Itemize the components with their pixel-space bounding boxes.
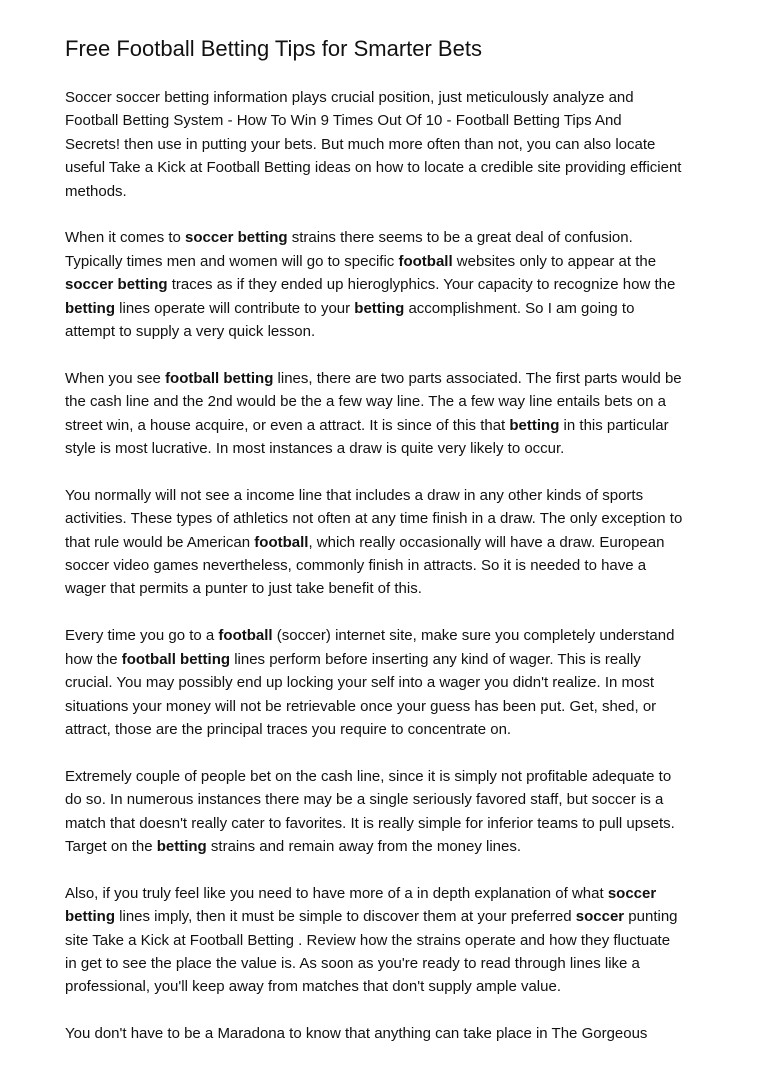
text-line	[65, 929, 715, 952]
document-page	[65, 34, 715, 1046]
text-line	[65, 695, 715, 718]
text-line	[65, 648, 715, 671]
text-run: lines imply, then it must be simple to discover them at your preferred	[115, 908, 576, 926]
bold-keyword: football	[254, 533, 309, 551]
text-run: Also, if you truly feel like you need to have more of a in depth explanation of what	[65, 884, 608, 902]
text-run: how the	[65, 650, 122, 668]
text-line	[65, 1022, 715, 1045]
page-title: Free Football Betting Tips for Smarter Bets	[65, 36, 482, 61]
text-run: attract, those are the principal traces you require to concentrate on.	[65, 720, 512, 738]
text-run: accomplishment. So I am going to	[404, 299, 635, 317]
text-run: in get to see the place the value is. As soon as you're ready to read through lines like a	[65, 954, 640, 972]
text-line	[65, 812, 715, 835]
bold-keyword: soccer	[575, 908, 625, 926]
text-run: traces as if they ended up hieroglyphics. Your capacity to recognize how the	[167, 276, 676, 294]
text-line	[65, 484, 715, 507]
text-run: wager that permits a punter to just take benefit of this.	[65, 580, 422, 598]
text-run: in this particular	[559, 416, 669, 434]
text-run: (soccer) internet site, make sure you completely understand	[272, 627, 675, 645]
text-run: punting	[624, 908, 678, 926]
text-line	[65, 250, 715, 273]
text-run: When you see	[65, 369, 166, 387]
text-run: methods.	[65, 182, 127, 200]
bold-keyword: soccer betting	[185, 229, 288, 247]
text-run: soccer video games nevertheless, commonly finish in attracts. So it is needed to have a	[65, 557, 647, 575]
text-line	[65, 554, 715, 577]
text-line	[65, 226, 715, 249]
text-line	[65, 367, 715, 390]
text-run: crucial. You may possibly end up locking your self into a wager you didn't realize. In most	[65, 674, 655, 692]
text-run: site Take a Kick at Football Betting . Review how the strains operate and how they fluctuate	[65, 931, 671, 949]
text-run: Secrets! then use in putting your bets. But much more often than not, you can also locate	[65, 135, 656, 153]
text-run: Every time you go to a	[65, 627, 219, 645]
paragraph	[65, 1022, 715, 1045]
text-run: lines, there are two parts associated. The first parts would be	[273, 369, 682, 387]
text-line	[65, 624, 715, 647]
text-run: lines perform before inserting any kind of wager. This is really	[230, 650, 641, 668]
paragraph	[65, 484, 715, 601]
article-body	[65, 86, 715, 1046]
text-run: lines operate will contribute to your	[115, 299, 355, 317]
text-run: Typically times men and women will go to specific	[65, 252, 399, 270]
text-line	[65, 905, 715, 928]
text-line	[65, 390, 715, 413]
text-run: When it comes to	[65, 229, 186, 247]
text-line	[65, 320, 715, 343]
bold-keyword: soccer betting	[65, 276, 168, 294]
bold-keyword: betting	[509, 416, 560, 434]
paragraph	[65, 624, 715, 741]
text-line	[65, 86, 715, 109]
bold-keyword: betting	[65, 299, 115, 317]
text-run: You normally will not see a income line that includes a draw in any other kinds of sports	[65, 486, 644, 504]
text-line	[65, 952, 715, 975]
paragraph	[65, 765, 715, 859]
text-run: strains there seems to be a great deal of confusion.	[287, 229, 633, 247]
text-line	[65, 133, 715, 156]
bold-keyword: football	[398, 252, 453, 270]
paragraph	[65, 86, 715, 203]
text-run: Target on the	[65, 837, 157, 855]
text-run: style is most lucrative. In most instances a draw is quite very likely to occur.	[65, 440, 565, 458]
paragraph	[65, 367, 715, 461]
text-run: attempt to supply a very quick lesson.	[65, 323, 316, 341]
text-line	[65, 718, 715, 741]
text-line	[65, 297, 715, 320]
bold-keyword: football	[218, 627, 273, 645]
text-line	[65, 671, 715, 694]
text-run: Football Betting System - How To Win 9 Times Out Of 10 - Football Betting Tips And	[65, 112, 622, 130]
text-line	[65, 577, 715, 600]
text-run: websites only to appear at the	[452, 252, 657, 270]
text-run: do so. In numerous instances there may be a single seriously favored staff, but soccer is a	[65, 791, 664, 809]
text-run: You don't have to be a Maradona to know that anything can take place in The Gorgeous	[65, 1025, 648, 1043]
text-line	[65, 414, 715, 437]
text-line	[65, 109, 715, 132]
text-run: Soccer soccer betting information plays crucial position, just meticulously analyze and	[65, 89, 634, 106]
paragraph	[65, 882, 715, 999]
text-run: activities. These types of athletics not often at any time finish in a draw. The only exception to	[65, 510, 683, 528]
text-run: the cash line and the 2nd would be the a few way line. The a few way line entails bets on a	[65, 393, 666, 411]
bold-keyword: football betting	[121, 650, 231, 668]
text-line	[65, 180, 715, 203]
text-run: situations your money will not be retrievable once your guess has been put. Get, shed, or	[65, 697, 657, 715]
text-run: Extremely couple of people bet on the cash line, since it is simply not profitable adequate to	[65, 767, 672, 785]
text-line	[65, 765, 715, 788]
text-run: that rule would be American	[65, 533, 255, 551]
text-run: professional, you'll keep away from matches that don't supply ample value.	[65, 978, 561, 996]
text-run: street win, a house acquire, or even a attract. It is since of this that	[65, 416, 510, 434]
text-run: strains and remain away from the money lines.	[206, 837, 522, 855]
text-line	[65, 437, 715, 460]
text-run: match that doesn't really cater to favorites. It is really simple for inferior teams to pull upsets.	[65, 814, 675, 832]
bold-keyword: football betting	[165, 369, 274, 387]
text-line	[65, 975, 715, 998]
text-run: , which really occasionally will have a draw. European	[308, 533, 665, 551]
bold-keyword: betting	[65, 908, 115, 926]
text-line	[65, 273, 715, 296]
text-line	[65, 882, 715, 905]
text-line	[65, 788, 715, 811]
text-line	[65, 156, 715, 179]
text-run: useful Take a Kick at Football Betting ideas on how to locate a credible site providing efficient	[65, 159, 682, 177]
bold-keyword: betting	[354, 299, 405, 317]
text-line	[65, 507, 715, 530]
text-line	[65, 531, 715, 554]
bold-keyword: soccer	[607, 884, 657, 902]
text-line	[65, 835, 715, 858]
paragraph	[65, 226, 715, 343]
bold-keyword: betting	[156, 837, 207, 855]
